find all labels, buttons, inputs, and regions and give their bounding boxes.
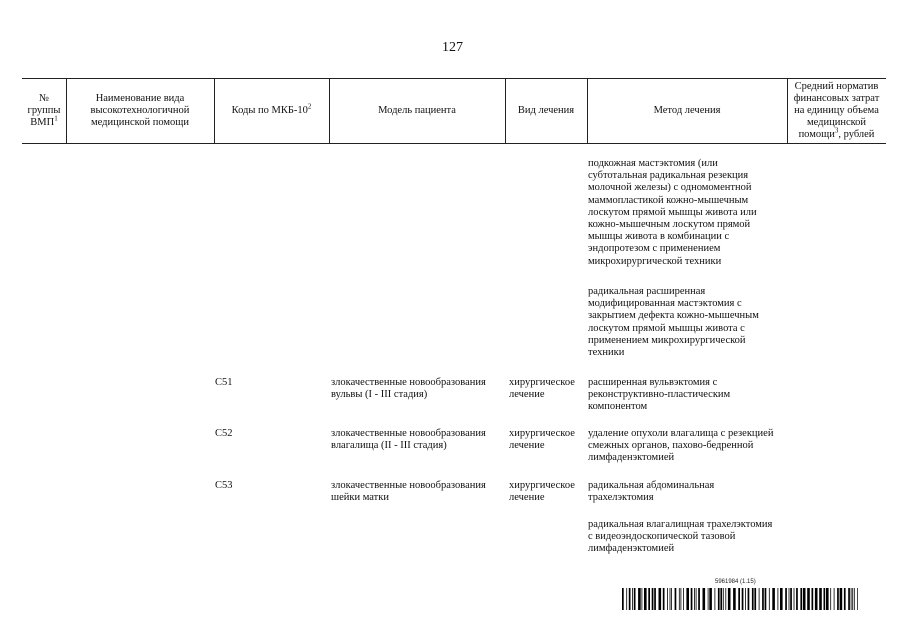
barcode-bar xyxy=(800,588,802,610)
treatment-type-text: хирургическое лечение xyxy=(509,428,575,452)
barcode-bar xyxy=(796,588,798,610)
barcode-bar xyxy=(778,588,779,610)
barcode-bar xyxy=(667,588,668,610)
barcode-bar xyxy=(837,588,839,610)
header-col-care-type: Наименование вида высокотехнологичной медицинской помощи xyxy=(90,93,190,128)
barcode-bar xyxy=(857,588,858,610)
treatment-method-text: подкожная мастэктомия (или субтотальная радикальная резекция молочной железы) с одномоментной маммопластикой кожно-мышечным лоскутом прямой мышцы живота или кожно-мышечным лоскутом прямой мышцы живота в комбинации с эндопротезом с применением микрохирургической техники xyxy=(588,158,757,267)
barcode-bar xyxy=(654,588,656,610)
treatment-method-text: расширенная вульвэктомия с реконструктивно-пластическим компонентом xyxy=(588,377,731,413)
barcode-bar xyxy=(671,588,672,610)
treatment-method-text: удаление опухоли влагалища с резекцией смежных органов, пахово-бедренной лимфаденэктомией xyxy=(588,428,774,464)
barcode-bar xyxy=(834,588,835,610)
barcode-label: 5961984 (1.15) xyxy=(715,579,756,585)
treatment-type-text: хирургическое лечение xyxy=(509,377,575,401)
patient-model-text: злокачественные новообразования влагалища (II - III стадия) xyxy=(331,428,486,452)
barcode-bar xyxy=(762,588,764,610)
barcode-bar xyxy=(748,588,750,610)
barcode-bar xyxy=(718,588,720,610)
barcode-bar xyxy=(815,588,818,610)
barcode-bar xyxy=(642,588,643,610)
treatment-method-text: радикальная расширенная модифицированная мастэктомия с закрытием дефекта кожно-мышечным лоскутом прямой мышцы живота с применением микрохирургической техники xyxy=(588,286,759,359)
header-col-group-number: № группы ВМП$^1$ xyxy=(27,93,61,128)
barcode-bar xyxy=(723,588,724,610)
barcode-bar xyxy=(686,588,689,610)
barcode-bar xyxy=(703,588,706,610)
barcode-bar xyxy=(807,588,810,610)
barcode-bar xyxy=(715,588,716,610)
header-col-icd-codes: Коды по МКБ-$10^2$ xyxy=(231,102,312,116)
patient-model-text: злокачественные новообразования шейки матки xyxy=(331,480,486,504)
barcode-bar xyxy=(733,588,736,610)
barcode-bar xyxy=(745,588,746,610)
barcode-bar xyxy=(840,588,843,610)
barcode-bar xyxy=(789,588,790,610)
header-col-treatment-type: Вид лечения xyxy=(517,105,575,116)
barcode-bar xyxy=(844,588,846,610)
barcode-bar xyxy=(785,588,787,610)
barcode-bar xyxy=(752,588,754,610)
barcode-bar xyxy=(626,588,627,610)
barcode-bar xyxy=(738,588,740,610)
barcode-bar xyxy=(848,588,850,610)
treatment-method-text: радикальная абдоминальная трахелэктомия xyxy=(588,480,715,504)
barcode-bar xyxy=(812,588,814,610)
icd-code: C53 xyxy=(215,480,233,491)
barcode-bar xyxy=(765,588,767,610)
barcode-bar xyxy=(691,588,693,610)
barcode-bar xyxy=(851,588,852,610)
barcode-bar xyxy=(742,588,744,610)
barcode-bar xyxy=(698,588,700,610)
barcode-bar xyxy=(720,588,722,610)
barcode-bar xyxy=(683,588,684,610)
barcode-bar xyxy=(679,588,680,610)
barcode-bar xyxy=(725,588,726,610)
barcode-bar xyxy=(830,588,831,610)
barcode-bar xyxy=(648,588,650,610)
header-col-patient-model: Модель пациента xyxy=(378,105,456,116)
table-header xyxy=(22,78,886,144)
barcode-bar xyxy=(709,588,712,610)
icd-code: C51 xyxy=(215,377,233,388)
barcode-bar xyxy=(772,588,775,610)
barcode-bar xyxy=(652,588,654,610)
barcode-bar xyxy=(790,588,792,610)
barcode-bar xyxy=(696,588,697,610)
barcode-bar xyxy=(769,588,770,610)
barcode xyxy=(622,588,858,610)
barcode-bar xyxy=(708,588,709,610)
barcode-bar xyxy=(663,588,665,610)
barcode-bar xyxy=(675,588,677,610)
barcode-bar xyxy=(759,588,760,610)
header-col-cost-standard: Средний норматив финансовых затрат на единицу объема медицинской помощи$^3$, рублей xyxy=(793,81,880,140)
barcode-bar xyxy=(826,588,829,610)
barcode-bar xyxy=(852,588,853,610)
barcode-bar xyxy=(659,588,662,610)
treatment-method-text: радикальная влагалищная трахелэктомия с видеоэндоскопической тазовой лимфаденэктомией xyxy=(588,519,773,555)
barcode-bar xyxy=(854,588,855,610)
header-col-treatment-method: Метод лечения xyxy=(653,105,721,116)
patient-model-text: злокачественные новообразования вульвы (I - III стадия) xyxy=(331,377,486,401)
barcode-bar xyxy=(794,588,795,610)
barcode-bar xyxy=(670,588,671,610)
barcode-bar xyxy=(803,588,806,610)
barcode-bar xyxy=(638,588,641,610)
barcode-bar xyxy=(681,588,682,610)
treatment-type-text: хирургическое лечение xyxy=(509,480,575,504)
barcode-bar xyxy=(728,588,731,610)
barcode-bar xyxy=(622,588,624,610)
icd-code: C52 xyxy=(215,428,233,439)
page-number: 127 xyxy=(442,40,463,55)
barcode-bar xyxy=(819,588,822,610)
barcode-bar xyxy=(634,588,636,610)
barcode-bar xyxy=(780,588,783,610)
barcode-bar xyxy=(644,588,647,610)
barcode-bar xyxy=(694,588,695,610)
barcode-bar xyxy=(824,588,826,610)
barcode-bar xyxy=(754,588,756,610)
barcode-bar xyxy=(632,588,633,610)
barcode-bar xyxy=(629,588,631,610)
